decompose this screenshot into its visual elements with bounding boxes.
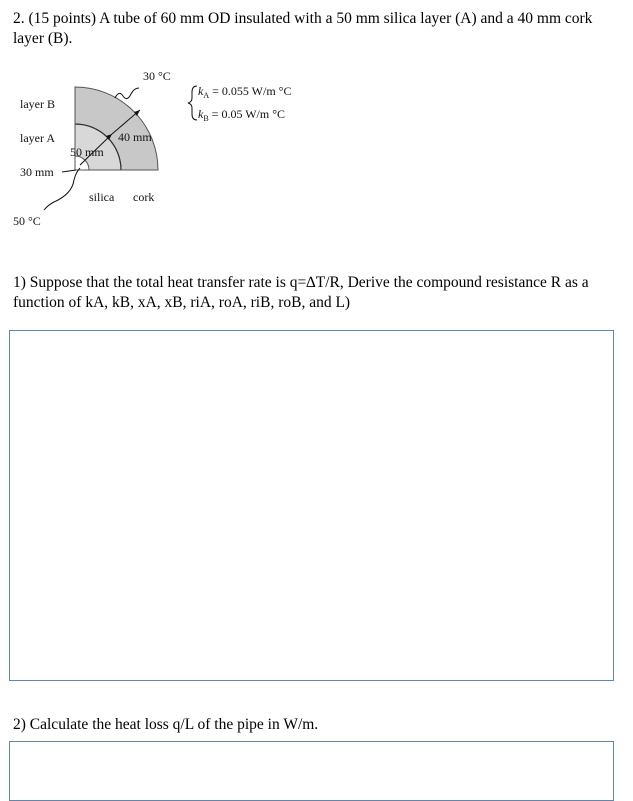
layer-a-label: layer A — [20, 131, 55, 145]
outer-temp-label: 30 °C — [143, 69, 171, 83]
cork-label: cork — [133, 190, 155, 204]
answer-box-2[interactable] — [9, 741, 614, 801]
problem-statement: 2. (15 points) A tube of 60 mm OD insulated with a 50 mm silica layer (A) and a 40 mm cork layer (B). — [13, 10, 593, 47]
dim-40-label: 40 mm — [118, 130, 152, 144]
dim-50-label: 50 mm — [70, 145, 104, 159]
kb-value: $k_B = 0.05$ W/m °C — [198, 107, 286, 123]
insulated-pipe-figure — [0, 62, 320, 242]
inner-temp-label: 50 °C — [13, 214, 41, 228]
dim-30-label: 30 mm — [20, 165, 54, 179]
layer-b-label: layer B — [20, 97, 55, 111]
outer-temp-pointer — [115, 88, 139, 99]
question-1: 1) Suppose that the total heat transfer rate is q=∆T/R, Derive the compound resistance R as a function of kA, kB, xA, xB, riA, roA, riB, roB, and L) — [13, 274, 589, 311]
brace-icon — [188, 86, 197, 120]
question-2: 2) Calculate the heat loss q/L of the pipe in W/m. — [13, 716, 319, 733]
ka-value: $k_A = 0.055$ W/m °C — [198, 84, 292, 100]
answer-box-1[interactable] — [9, 330, 614, 681]
silica-label: silica — [89, 190, 115, 204]
